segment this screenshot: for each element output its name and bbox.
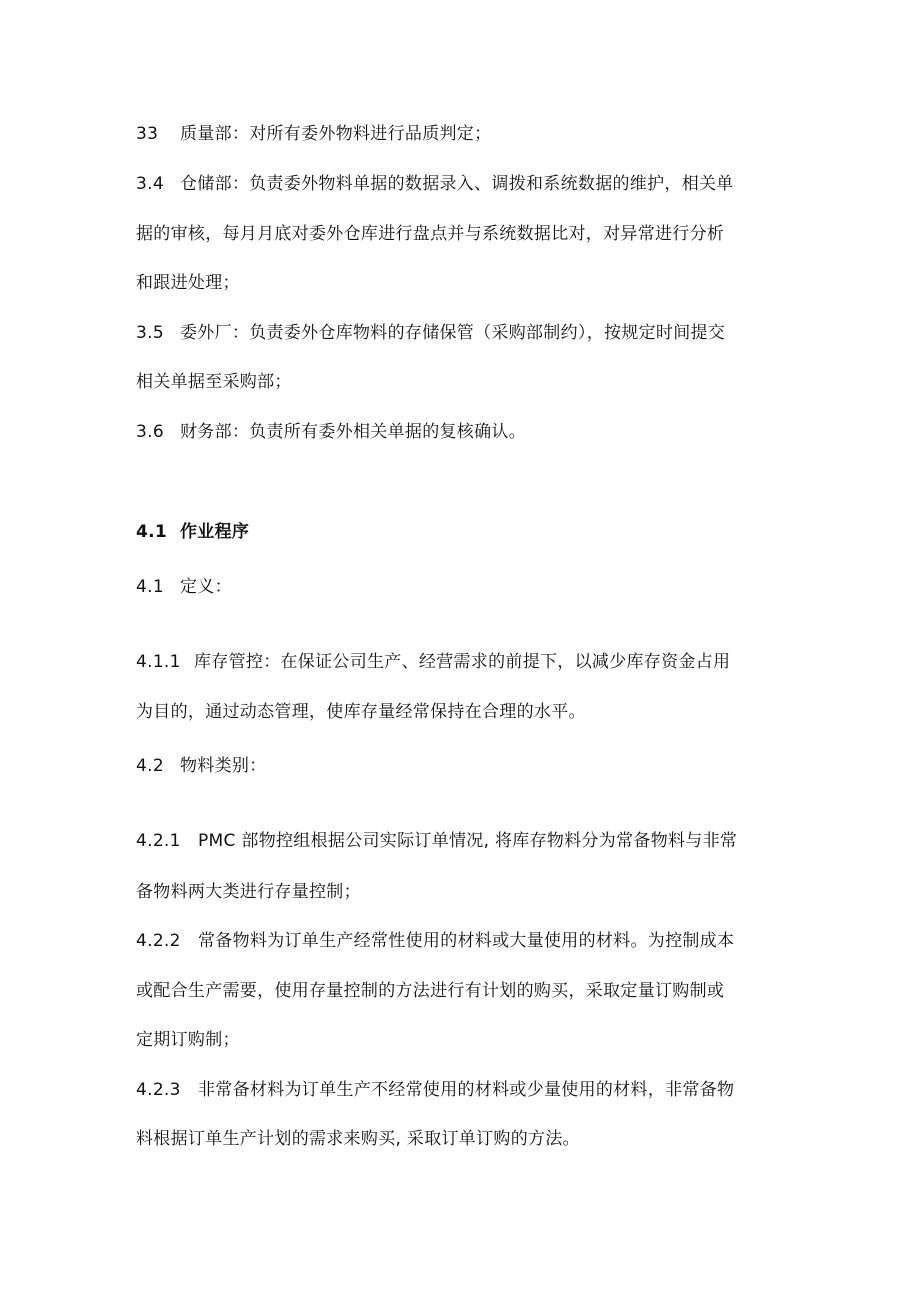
clause-number: 4.1.1	[136, 652, 181, 672]
clause-number: 3.4	[136, 174, 164, 194]
text-line-continuation	[136, 370, 292, 394]
section-heading	[136, 520, 249, 544]
text-line-continuation	[136, 979, 724, 1003]
text-line-3-5	[136, 321, 725, 345]
clause-number: 3.5	[136, 323, 164, 343]
text-line-4-2-3	[136, 1078, 734, 1102]
clause-text: 物料类别：	[180, 756, 267, 776]
clause-number: 33	[136, 124, 159, 144]
text-line-4-2-1	[136, 829, 737, 853]
clause-text: 非常备材料为订单生产不经常使用的材料或少量使用的材料，非常备物	[198, 1080, 735, 1100]
clause-text: 或配合生产需要，使用存量控制的方法进行有计划的购买，采取定量订购制或	[136, 981, 725, 1001]
text-line-4-2-2	[136, 929, 734, 953]
clause-text: 常备物料为订单生产经常性使用的材料或大量使用的材料。为控制成本	[198, 931, 735, 951]
text-line-continuation	[136, 222, 724, 246]
text-line-4-1-1	[136, 650, 730, 674]
clause-text: 备物料两大类进行存量控制；	[136, 882, 361, 902]
clause-number: 4.2	[136, 756, 164, 776]
clause-number: 4.1	[136, 577, 164, 597]
clause-text: 和跟进处理；	[136, 273, 240, 293]
clause-text: 委外厂：负责委外仓库物料的存储保管（采购部制约），按规定时间提交	[180, 323, 726, 343]
clause-text: 为目的，通过动态管理，使库存量经常保持在合理的水平。	[136, 702, 586, 722]
text-line-4-1	[136, 575, 232, 599]
clause-text: 相关单据至采购部；	[136, 372, 292, 392]
clause-text: 料根据订单生产计划的需求来购买, 采取订单订购的方法。	[136, 1129, 580, 1149]
text-line-continuation	[136, 1028, 240, 1052]
section-title: 作业程序	[180, 522, 250, 542]
clause-number: 4.2.3	[136, 1080, 181, 1100]
clause-text: 定义：	[180, 577, 232, 597]
text-line-3-4	[136, 172, 734, 196]
section-number: 4.1	[136, 522, 168, 542]
clause-text: 仓储部：负责委外物料单据的数据录入、调拨和系统数据的维护，相关单	[180, 174, 734, 194]
text-line-3-6	[136, 420, 526, 444]
clause-number: 4.2.1	[136, 831, 181, 851]
text-line-continuation	[136, 700, 586, 724]
text-line-3-3	[136, 122, 491, 146]
clause-text: 财务部：负责所有委外相关单据的复核确认。	[180, 422, 526, 442]
text-line-continuation	[136, 880, 361, 904]
clause-text: PMC 部物控组根据公司实际订单情况, 将库存物料分为常备物料与非常	[198, 831, 738, 851]
clause-number: 4.2.2	[136, 931, 181, 951]
clause-text: 据的审核，每月月底对委外仓库进行盘点并与系统数据比对，对异常进行分析	[136, 224, 725, 244]
clause-number: 3.6	[136, 422, 164, 442]
clause-text: 质量部：对所有委外物料进行品质判定；	[180, 124, 492, 144]
text-line-continuation	[136, 1127, 580, 1151]
text-line-4-2	[136, 754, 267, 778]
clause-text: 定期订购制；	[136, 1030, 240, 1050]
clause-text: 库存管控：在保证公司生产、经营需求的前提下，以减少库存资金占用	[194, 652, 731, 672]
text-line-continuation	[136, 271, 240, 295]
